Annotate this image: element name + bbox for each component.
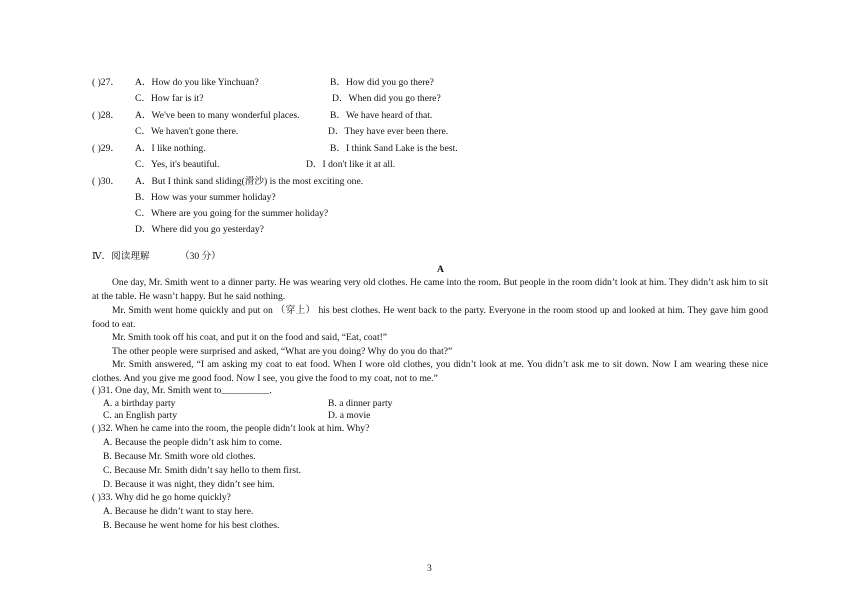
q29-number: ( )29． (92, 143, 120, 154)
q31-option-c: C. an English party (103, 410, 178, 421)
q30-option-c: C．Where are you going for the summer holiday? (135, 208, 329, 219)
q32-option-b: B. Because Mr. Smith wore old clothes. (103, 451, 256, 462)
passage-paragraph-5: Mr. Smith answered, “I am asking my coat to eat food. When I wore old clothes, you didn’t look at me. You didn’t ask me to sit down. Now I am wearing these nice clothes. And you give me good food. Now I see, you give the food to my coat, not to me.” (92, 359, 768, 384)
q32-option-a: A. Because the people didn’t ask him to come. (103, 437, 282, 448)
q29-option-a: A．I like nothing. (135, 143, 206, 154)
q28-number: ( )28． (92, 110, 120, 121)
q32-option-c: C. Because Mr. Smith didn’t say hello to them first. (103, 465, 302, 476)
q31-option-a: A. a birthday party (103, 398, 176, 409)
section-points: （30 分） (180, 251, 221, 262)
q27-option-b: B．How did you go there? (330, 77, 434, 88)
passage-paragraph-3: Mr. Smith took off his coat, and put it on the food and said, “Eat, coat!” (112, 332, 388, 343)
q27-option-c: C．How far is it? (135, 93, 204, 104)
q27-option-d: D．When did you go there? (332, 93, 441, 104)
q28-option-b: B．We have heard of that. (330, 110, 433, 121)
q32-option-d: D. Because it was night, they didn’t see him. (103, 479, 275, 490)
q33-option-a: A. Because he didn’t want to stay here. (103, 506, 254, 517)
q29-option-b: B．I think Sand Lake is the best. (330, 143, 458, 154)
q30-option-b: B．How was your summer holiday? (135, 192, 276, 203)
q31-option-d: D. a movie (328, 410, 371, 421)
q32-stem: ( )32. When he came into the room, the people didn’t look at him. Why? (92, 423, 370, 434)
q28-option-d: D．They have ever been there. (328, 126, 449, 137)
q28-option-a: A．We've been to many wonderful places. (135, 110, 300, 121)
page-number: 3 (427, 563, 432, 574)
q33-stem: ( )33. Why did he go home quickly? (92, 492, 231, 503)
q28-option-c: C．We haven't gone there. (135, 126, 239, 137)
passage-paragraph-1: One day, Mr. Smith went to a dinner party. He was wearing very old clothes. He came into the room. But people in the room didn’t look at him. They didn’t ask him to sit at the table. He wasn’t happy. But he said nothing. (92, 277, 768, 302)
passage-paragraph-4: The other people were surprised and asked, “What are you doing? Why do you do that?” (112, 346, 453, 357)
q29-option-d: D．I don't like it at all. (306, 159, 396, 170)
passage-label: A (437, 264, 444, 275)
q30-option-a: A．But I think sand sliding(滑沙) is the most exciting one. (135, 176, 364, 187)
q29-option-c: C．Yes, it's beautiful. (135, 159, 220, 170)
q33-option-b: B. Because he went home for his best clothes. (103, 520, 280, 531)
q31-option-b: B. a dinner party (328, 398, 393, 409)
q27-option-a: A．How do you like Yinchuan? (135, 77, 259, 88)
q30-option-d: D．Where did you go yesterday? (135, 224, 264, 235)
q27-number: ( )27． (92, 77, 120, 88)
section-title: Ⅳ．阅读理解 (92, 251, 150, 262)
q31-stem: ( )31. One day, Mr. Smith went to__________. (92, 385, 272, 396)
q30-number: ( )30． (92, 176, 120, 187)
passage-paragraph-2: Mr. Smith went home quickly and put on （穿上） his best clothes. He went back to the party. Everyone in the room stood up and looked at him. They gave him good food to eat. (92, 305, 768, 330)
